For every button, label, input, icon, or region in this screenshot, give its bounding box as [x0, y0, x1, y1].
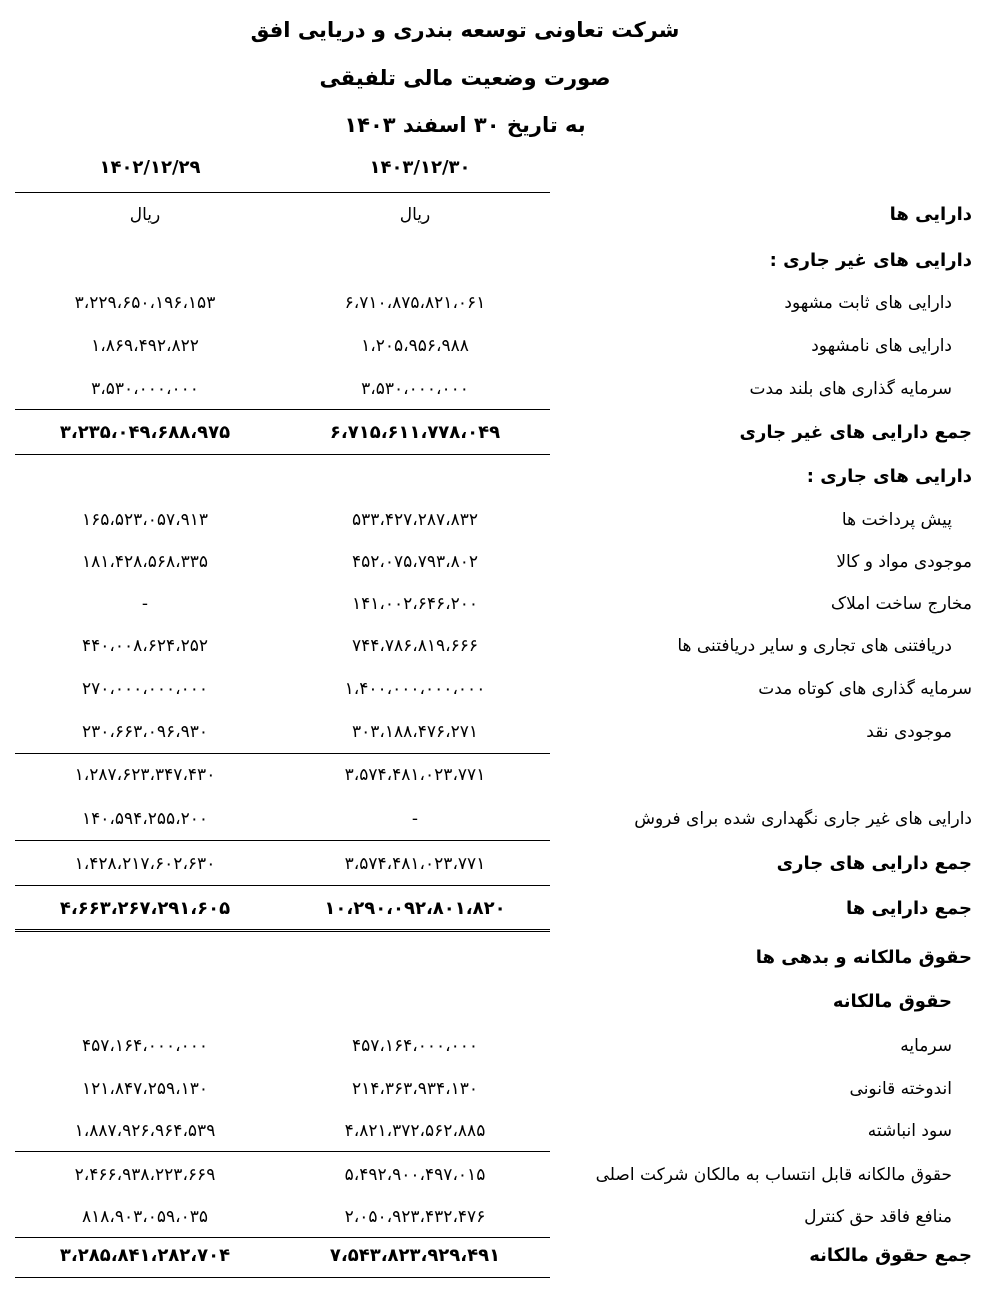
row-assets-total — [0, 894, 1000, 924]
value-prior: ۱۴۰،۵۹۴،۲۵۵،۲۰۰ — [81, 809, 209, 829]
eq-liab-title-row — [0, 943, 1000, 973]
row-inventory — [0, 547, 1000, 577]
row-noncurrent-total — [0, 418, 1000, 448]
value-current: ۳۰۳،۱۸۸،۴۷۶،۲۷۱ — [351, 722, 479, 742]
row-label: سرمایه — [900, 1036, 952, 1056]
row-label: موجودی نقد — [866, 722, 952, 742]
value-prior: ۱،۸۸۷،۹۲۶،۹۶۴،۵۳۹ — [74, 1121, 216, 1141]
row-label: دارایی های جاری : — [806, 466, 972, 487]
row-current-subtotal — [0, 760, 1000, 790]
row-lt-investments — [0, 374, 1000, 404]
value-current: ۲۱۴،۳۶۳،۹۳۴،۱۳۰ — [351, 1079, 479, 1099]
value-prior: ۳،۲۸۵،۸۴۱،۲۸۲،۷۰۴ — [59, 1245, 231, 1266]
statement-date: به تاریخ ۳۰ اسفند ۱۴۰۳ — [344, 113, 586, 137]
value-current: ۴،۸۲۱،۳۷۲،۵۶۲،۸۸۵ — [344, 1121, 486, 1141]
value-prior: ۳،۲۳۵،۰۴۹،۶۸۸،۹۷۵ — [59, 422, 231, 443]
row-label: سرمایه گذاری های بلند مدت — [749, 379, 952, 399]
value-current: ۵،۴۹۲،۹۰۰،۴۹۷،۰۱۵ — [344, 1165, 486, 1185]
value-current: ۶،۷۱۵،۶۱۱،۷۷۸،۰۴۹ — [329, 422, 501, 443]
value-prior: ۲۷۰،۰۰۰،۰۰۰،۰۰۰ — [81, 679, 209, 699]
value-current: ۳،۵۳۰،۰۰۰،۰۰۰ — [361, 379, 469, 399]
value-current: ۴۵۷،۱۶۴،۰۰۰،۰۰۰ — [351, 1036, 479, 1056]
total-rule — [15, 885, 550, 886]
value-prior: - — [141, 594, 149, 614]
value-prior: ۲،۴۶۶،۹۳۸،۲۲۳،۶۶۹ — [74, 1165, 216, 1185]
currency-current: ریال — [399, 205, 431, 225]
value-prior: ۱،۲۸۷،۶۲۳،۳۴۷،۴۳۰ — [74, 765, 216, 785]
total-rule — [15, 454, 550, 455]
value-current: ۲،۰۵۰،۹۲۳،۴۳۲،۴۷۶ — [344, 1207, 486, 1227]
statement-title: صورت وضعیت مالی تلفیقی — [319, 66, 611, 90]
subtotal-rule — [15, 840, 550, 841]
row-label: دارایی های نامشهود — [811, 336, 952, 356]
row-receivables — [0, 631, 1000, 661]
header-rule — [15, 192, 550, 193]
currency-prior: ریال — [129, 205, 161, 225]
value-prior: ۱۸۱،۴۲۸،۵۶۸،۳۳۵ — [81, 552, 209, 572]
row-property-costs — [0, 589, 1000, 619]
row-label: اندوخته قانونی — [849, 1079, 952, 1099]
company-title: شرکت تعاونی توسعه بندری و دریایی افق — [250, 18, 680, 42]
row-label: دارایی های ثابت مشهود — [784, 293, 952, 313]
row-equity-total — [0, 1241, 1000, 1271]
value-prior: ۱،۸۶۹،۴۹۲،۸۲۲ — [91, 336, 199, 356]
value-current: ۱،۲۰۵،۹۵۶،۹۸۸ — [361, 336, 469, 356]
row-current-total — [0, 849, 1000, 879]
row-retained — [0, 1116, 1000, 1146]
row-label: حقوق مالکانه — [832, 991, 952, 1012]
row-label: دارایی های غیر جاری نگهداری شده برای فروش — [634, 809, 972, 829]
value-current: - — [411, 809, 419, 829]
current-title-row — [0, 462, 1000, 492]
value-current: ۶،۷۱۰،۸۷۵،۸۲۱،۰۶۱ — [344, 293, 486, 313]
value-current: ۷۴۴،۷۸۶،۸۱۹،۶۶۶ — [351, 636, 479, 656]
subtotal-rule — [15, 409, 550, 410]
row-legal-reserve — [0, 1074, 1000, 1104]
row-label: حقوق مالکانه و بدهی ها — [755, 947, 972, 968]
row-capital — [0, 1031, 1000, 1061]
value-prior: ۳،۲۲۹،۶۵۰،۱۹۶،۱۵۳ — [74, 293, 216, 313]
column-date-current: ۱۴۰۳/۱۲/۳۰ — [369, 157, 471, 178]
value-current: ۱۰،۲۹۰،۰۹۲،۸۰۱،۸۲۰ — [324, 898, 506, 919]
row-label: موجودی مواد و کالا — [836, 552, 972, 572]
row-label: پیش پرداخت ها — [841, 510, 952, 530]
row-ppe — [0, 288, 1000, 318]
row-held-for-sale — [0, 804, 1000, 834]
row-label: مخارج ساخت املاک — [830, 594, 972, 614]
subtotal-rule — [15, 1151, 550, 1152]
row-label: جمع دارایی های جاری — [776, 853, 972, 874]
row-label: دارایی های غیر جاری : — [769, 250, 972, 271]
value-prior: ۳،۵۳۰،۰۰۰،۰۰۰ — [91, 379, 199, 399]
value-prior: ۸۱۸،۹۰۳،۰۵۹،۰۳۵ — [81, 1207, 209, 1227]
row-label: دریافتنی های تجاری و سایر دریافتنی ها — [677, 636, 952, 656]
column-date-prior: ۱۴۰۲/۱۲/۲۹ — [99, 157, 201, 178]
total-rule — [15, 1277, 550, 1278]
row-cash — [0, 717, 1000, 747]
row-st-investments — [0, 674, 1000, 704]
value-prior: ۱۶۵،۵۲۳،۰۵۷،۹۱۳ — [81, 510, 209, 530]
equity-title-row — [0, 987, 1000, 1017]
value-current: ۴۵۲،۰۷۵،۷۹۳،۸۰۲ — [351, 552, 479, 572]
row-nci — [0, 1202, 1000, 1232]
grand-total-double-rule — [15, 929, 550, 932]
value-prior: ۲۳۰،۶۶۳،۰۹۶،۹۳۰ — [81, 722, 209, 742]
row-label: سود انباشته — [867, 1121, 952, 1141]
row-label: جمع دارایی ها — [845, 898, 972, 919]
value-prior: ۴۴۰،۰۰۸،۶۲۴،۲۵۲ — [81, 636, 209, 656]
value-prior: ۱۲۱،۸۴۷،۲۵۹،۱۳۰ — [81, 1079, 209, 1099]
assets-title-row — [0, 200, 1000, 230]
row-label: دارایی ها — [889, 204, 972, 225]
row-label: جمع حقوق مالکانه — [809, 1245, 972, 1266]
noncurrent-title-row — [0, 246, 1000, 276]
value-prior: ۴،۶۶۳،۲۶۷،۲۹۱،۶۰۵ — [59, 898, 231, 919]
row-intangibles — [0, 331, 1000, 361]
row-parent-equity — [0, 1160, 1000, 1190]
value-current: ۷،۵۴۳،۸۲۳،۹۲۹،۴۹۱ — [329, 1245, 501, 1266]
value-prior: ۴۵۷،۱۶۴،۰۰۰،۰۰۰ — [81, 1036, 209, 1056]
row-label: منافع فاقد حق کنترل — [804, 1207, 952, 1227]
subtotal-rule — [15, 753, 550, 754]
value-current: ۵۳۳،۴۲۷،۲۸۷،۸۳۲ — [351, 510, 479, 530]
subtotal-rule — [15, 1237, 550, 1238]
row-prepayments — [0, 505, 1000, 535]
value-current: ۱،۴۰۰،۰۰۰،۰۰۰،۰۰۰ — [344, 679, 486, 699]
row-label: حقوق مالکانه قابل انتساب به مالکان شرکت اصلی — [595, 1165, 952, 1185]
value-current: ۱۴۱،۰۰۲،۶۴۶،۲۰۰ — [351, 594, 479, 614]
value-current: ۳،۵۷۴،۴۸۱،۰۲۳،۷۷۱ — [344, 765, 486, 785]
value-current: ۳،۵۷۴،۴۸۱،۰۲۳،۷۷۱ — [344, 854, 486, 874]
value-prior: ۱،۴۲۸،۲۱۷،۶۰۲،۶۳۰ — [74, 854, 216, 874]
row-label: جمع دارایی های غیر جاری — [739, 422, 972, 443]
row-label: سرمایه گذاری های کوتاه مدت — [758, 679, 972, 699]
